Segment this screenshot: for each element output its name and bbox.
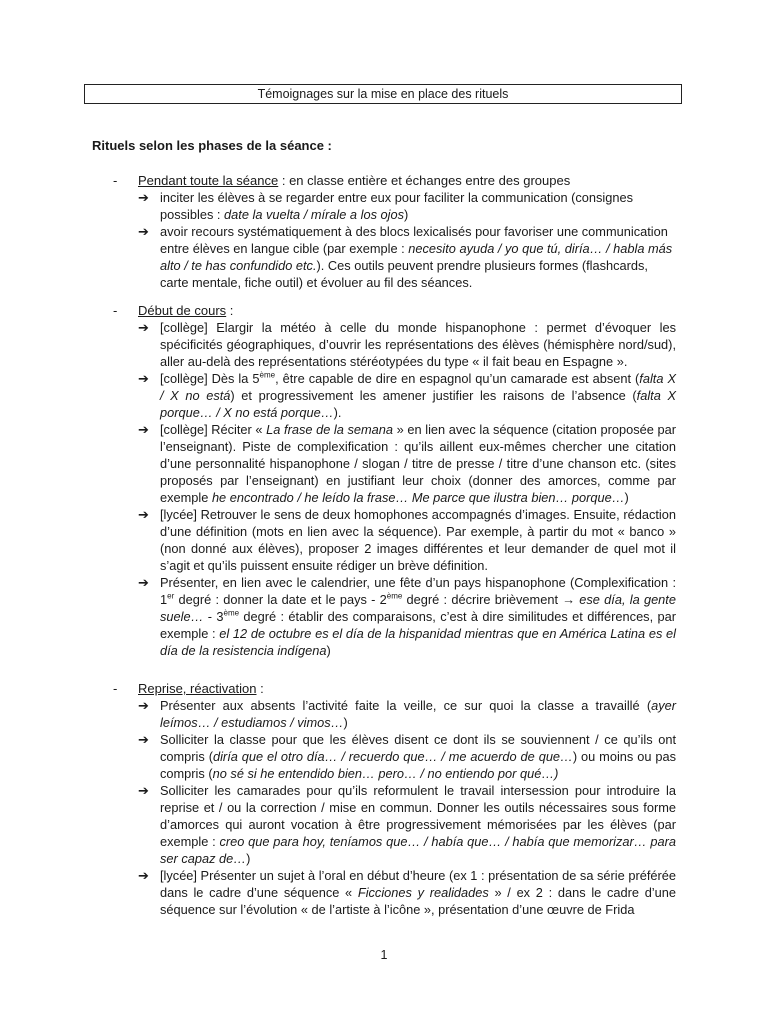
arrow-right-icon: ➔ (138, 320, 149, 335)
italic-example: necesito ayuda / yo que tú, diría… / habla más alto / te has confundido etc. (160, 241, 673, 273)
item-text: Solliciter les camarades pour qu’ils reformulent le travail intersession pour introduire la reprise et / ou la correction / mise en commun. Donner les outils nécessaires sous forme d’amorces qui auront vocation à être progressivement mémorisées par les élèves (par exemple : creo que para hoy, teníamos que… / había que… / había que memorizar… para ser capaz de…) (160, 783, 676, 866)
section-title (138, 302, 233, 319)
italic-example: ayer leímos… / estudiamos / vimos… (160, 698, 676, 730)
italic-example: La frase de la semana (266, 422, 394, 437)
dash-bullet: - (113, 303, 118, 318)
document-title: Témoignages sur la mise en place des rituels (84, 84, 682, 104)
dash-bullet: - (113, 681, 118, 696)
arrow-right-icon: ➔ (138, 371, 149, 386)
section-suffix: : en classe entière et échanges entre des groupes (278, 173, 571, 188)
item-list (138, 189, 676, 291)
section-label: Reprise, réactivation (138, 681, 257, 696)
list-item (138, 782, 676, 867)
list-item (138, 223, 676, 291)
section-title (138, 172, 570, 189)
arrow-right-icon: ➔ (138, 507, 149, 522)
item-text: [collège] Elargir la météo à celle du monde hispanophone : permet d’évoquer les spécificités géographiques, d’ouvrir les représentations des élèves (hémisphère nord/sud), aller au-delà des représentations stéréotypées du type « il fait beau en Espagne ». (160, 320, 676, 369)
item-text: Présenter, en lien avec le calendrier, une fête d’un pays hispanophone (Complexification : 1er degré : donner la date et le pays - 2ème degré : décrire brièvement → ese día, la gente suele… - 3ème degré : établir des comparaisons, c’est à dire similitudes et différences, par exemple : el 12 de octubre es el día de la hispanidad mientras que en América Latina es el día de la resistencia indígena) (160, 575, 676, 658)
item-text: [collège] Réciter « La frase de la semana » en lien avec la séquence (citation proposée par l’enseignant). Piste de complexification : qu’ils aillent eux-mêmes chercher une citation d’une personnalité hispanophone / slogan / titre de presse / titre d’une chanson etc. (sites proposés par l’enseignant) en justifiant leur choix (donner des amorces, comme par exemple he encontrado / he leído la frase… Me parce que ilustra bien… porque…) (160, 422, 676, 505)
arrow-right-icon: ➔ (138, 732, 149, 747)
list-item (138, 867, 676, 918)
italic-example: el 12 de octubre es el día de la hispanidad mientras que en América Latina es el día de la resistencia indígena (160, 626, 676, 658)
superscript: ème (259, 370, 276, 380)
section-suffix: : (226, 303, 234, 318)
italic-example: falta X / X no está (160, 371, 677, 403)
arrow-right-icon: ➔ (138, 224, 149, 239)
item-text: [lycée] Retrouver le sens de deux homophones accompagnés d’images. Ensuite, rédaction d’une définition (mots en lien avec la séquence). Par exemple, à partir du mot « banco » (non donné aux élèves), proposer 2 images différentes et leur demander de quel mot il s’agit et qu’ils puissent ensuite rédiger un brève définition. (160, 507, 676, 573)
superscript: ème (223, 608, 240, 618)
section-title (138, 680, 264, 697)
item-list (138, 697, 676, 918)
italic-example: no sé si he entendido bien… pero… / no entiendo por qué…) (212, 766, 559, 781)
superscript: ème (386, 591, 403, 601)
italic-example: diría que el otro día… / recuerdo que… / me acuerdo de que… (212, 749, 573, 764)
arrow-right-icon: ➔ (138, 422, 149, 437)
italic-example: he encontrado / he leído la frase… Me parce que ilustra bien… porque… (211, 490, 625, 505)
italic-example: Ficciones y realidades (357, 885, 489, 900)
list-item (138, 189, 676, 223)
list-item (138, 319, 676, 370)
item-text: [collège] Dès la 5ème, être capable de dire en espagnol qu’un camarade est absent (falta X / X no está) et progressivement les amener justifier les raisons de l’absence (falta X porque… / X no está porque…). (160, 370, 677, 420)
arrow-right-icon: ➔ (138, 783, 149, 798)
italic-example: falta X porque… / X no está porque… (160, 388, 676, 420)
section-suffix: : (256, 681, 264, 696)
superscript: er (167, 591, 175, 601)
list-item (138, 506, 676, 574)
item-text: Présenter aux absents l’activité faite la veille, ce sur quoi la classe a travaillé (ayer leímos… / estudiamos / vimos…) (160, 698, 676, 730)
section-heading: Rituels selon les phases de la séance : (92, 138, 332, 153)
item-text: inciter les élèves à se regarder entre eux pour faciliter la communication (consignes possibles : date la vuelta / mírale a los ojos) (160, 190, 634, 222)
page-number: 1 (380, 948, 388, 962)
list-item (138, 574, 676, 659)
arrow-right-icon: ➔ (138, 698, 149, 713)
italic-example: date la vuelta / mírale a los ojos (224, 207, 404, 222)
list-item (138, 697, 676, 731)
section-label: Début de cours (138, 303, 227, 318)
item-text: [lycée] Présenter un sujet à l’oral en début d’heure (ex 1 : présentation de sa série préférée dans le cadre d’une séquence « Ficciones y realidades » / ex 2 : dans le cadre d’une séquence sur l’évolution « de l’artiste à l’icône », présentation d’une œuvre de Frida (160, 868, 677, 917)
italic-example: creo que para hoy, teníamos que… / había que… / había que memorizar… para ser capaz de… (160, 834, 676, 866)
item-text: avoir recours systématiquement à des blocs lexicalisés pour favoriser une communication entre élèves en langue cible (par exemple : necesito ayuda / yo que tú, diría… / habla más alto / te has confundido etc.). Ces outils peuvent prendre plusieurs formes (flashcards, carte mentale, fiche outil) et évoluer au fil des séances. (160, 224, 673, 290)
list-item (138, 370, 676, 421)
section-label: Pendant toute la séance (138, 173, 279, 188)
item-text: Solliciter la classe pour que les élèves disent ce dont ils se souviennent / ce qu’ils ont compris (diría que el otro día… / recuerdo que… / me acuerdo de que…) ou moins ou pas compris (no sé si he entendido bien… pero… / no entiendo por qué…) (160, 732, 676, 781)
dash-bullet: - (113, 173, 118, 188)
arrow-right-icon: ➔ (138, 190, 149, 205)
list-item (138, 421, 676, 506)
item-list (138, 319, 676, 659)
list-item (138, 731, 676, 782)
italic-example: ese día, la gente suele… (160, 592, 676, 624)
arrow-right-icon: ➔ (138, 868, 149, 883)
arrow-right-icon: ➔ (138, 575, 149, 590)
